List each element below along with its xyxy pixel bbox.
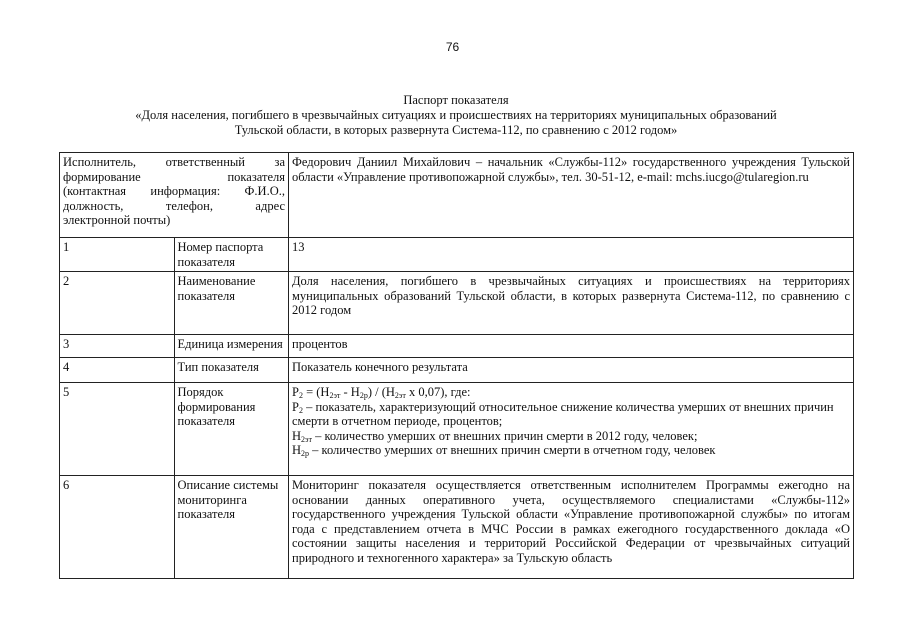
executor-row <box>60 153 854 238</box>
row-label: Наименование показателя <box>174 272 289 335</box>
formula-subscript: 2эт <box>301 434 312 444</box>
executor-label-line: Исполнитель, ответственный за <box>63 155 285 169</box>
executor-value: Федорович Даниил Михайлович – начальник «Службы-112» государственного учреждения Тульской области «Управление противопожарной службы», тел. 30-51-12, e-mail: mchs.iucgo@tularegion.ru <box>289 153 854 238</box>
heading-title: Паспорт показателя <box>403 93 509 107</box>
table-row <box>60 383 854 476</box>
formula-subscript: 2 <box>298 391 303 400</box>
row-number: 1 <box>60 238 175 272</box>
formula-description <box>292 429 850 444</box>
executor-label-cell <box>60 153 289 238</box>
formula-description-text: – количество умерших от внешних причин смерти в 2012 году, человек; <box>311 428 698 443</box>
row-number: 6 <box>60 476 175 579</box>
row-label: Номер паспорта показателя <box>174 238 289 272</box>
row-value: Мониторинг показателя осуществляется ответственным исполнителем Программы ежегодно на основании данных оперативного учета, осуществляемого специалистами «Службы-112» государственного учреждения Тульской области «Управление противопожарной службы» по итогам года с представлением отчета в МЧС России в рамках ежегодного государственного доклада «О состоянии защиты населения и территорий Российской Федерации от чрезвычайных ситуаций природного и техногенного характера» за Тульскую область <box>289 476 854 579</box>
row-label: Порядок формирования показателя <box>174 383 289 476</box>
executor-label-line: формирование показателя <box>63 169 285 184</box>
formula-subscript: 2р <box>301 449 310 458</box>
row-label: Описание системы мониторинга показателя <box>174 476 289 579</box>
table-row <box>60 272 854 335</box>
heading-subtitle-line1: «Доля населения, погибшего в чрезвычайных ситуациях и происшествиях на территориях муниципальных образований <box>135 108 777 122</box>
formula <box>292 385 850 400</box>
row-value: процентов <box>289 335 854 358</box>
formula-part: Р <box>292 385 299 399</box>
row-value: Показатель конечного результата <box>289 358 854 383</box>
formula-symbol: Н <box>292 428 302 443</box>
executor-label-line: (контактная информация: Ф.И.О., <box>63 184 285 198</box>
row-number: 2 <box>60 272 175 335</box>
formula-part: = (Н <box>302 385 330 399</box>
page-number: 76 <box>445 40 460 54</box>
formula-description <box>292 443 850 458</box>
formula-description-text: – количество умерших от внешних причин смерти в отчетном году, человек <box>309 443 716 457</box>
passport-table <box>59 152 854 579</box>
formula-part: - Н <box>340 385 360 399</box>
table-row <box>60 358 854 383</box>
formula-subscript: 2р <box>359 391 368 400</box>
formula-subscript: 2эт <box>394 391 406 400</box>
table-row <box>60 335 854 358</box>
formula-part: х 0,07), где: <box>405 385 471 399</box>
table-row <box>60 476 854 579</box>
row-label: Тип показателя <box>174 358 289 383</box>
row-number: 3 <box>60 335 175 358</box>
formula-cell <box>289 383 854 476</box>
formula-subscript: 2эт <box>329 391 341 400</box>
formula-part: ) / (Н <box>367 385 395 399</box>
row-number: 5 <box>60 383 175 476</box>
formula-symbol: Р <box>292 399 299 414</box>
row-value: Доля населения, погибшего в чрезвычайных ситуациях и происшествиях на территориях муниципальных образований Тульской области, в которых развернута Система-112, по сравнению с 2012 годом <box>289 272 854 335</box>
formula-symbol: Н <box>292 443 302 457</box>
row-label: Единица измерения <box>174 335 289 358</box>
heading-subtitle-line2: Тульской области, в которых развернута Система-112, по сравнению с 2012 годом» <box>234 123 678 137</box>
executor-label-line: должность, телефон, адрес <box>63 198 285 213</box>
formula-subscript: 2 <box>298 405 303 415</box>
table-row <box>60 238 854 272</box>
passport-heading <box>60 93 852 138</box>
row-value: 13 <box>289 238 854 272</box>
executor-label-line: электронной почты) <box>63 213 171 227</box>
formula-description-text: – показатель, характеризующий относительное снижение количества умерших от внешних причин смерти в отчетном периоде, процентов; <box>292 399 834 428</box>
formula-description <box>292 400 850 429</box>
row-number: 4 <box>60 358 175 383</box>
